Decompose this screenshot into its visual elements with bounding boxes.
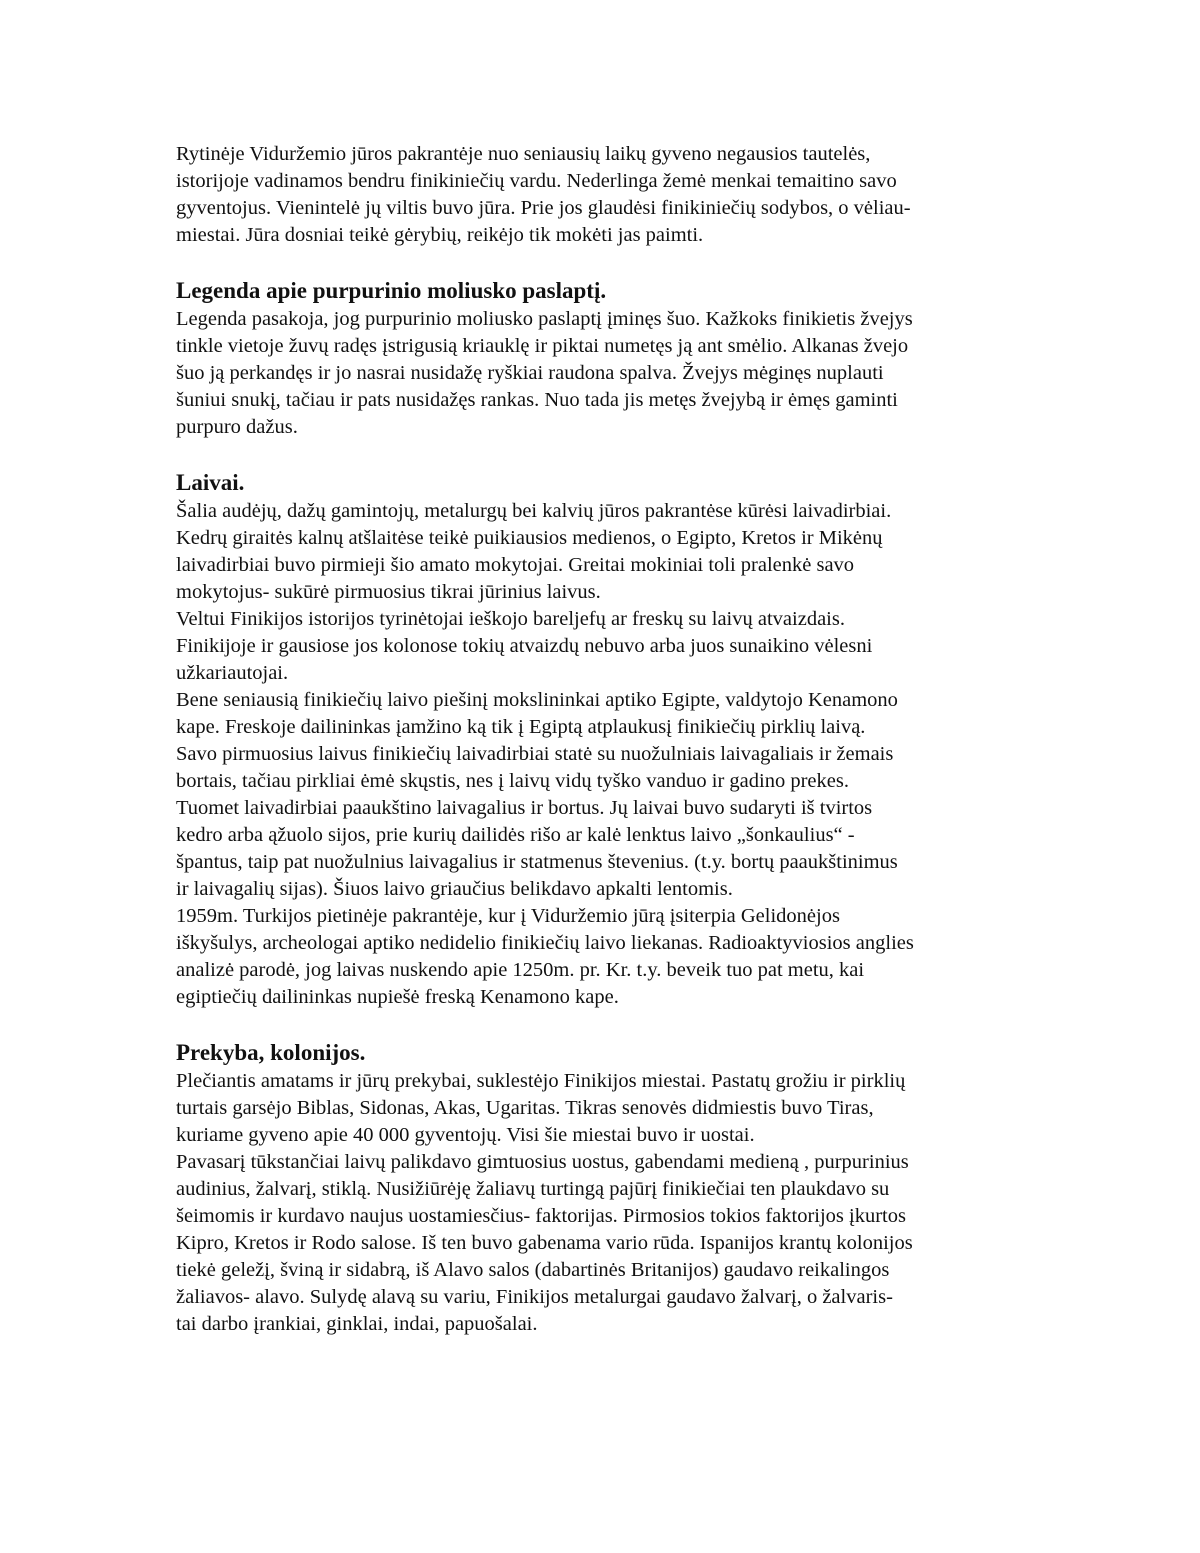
text-line: mokytojus- sukūrė pirmuosius tikrai jūrinius laivus.	[176, 581, 601, 603]
text-line: egiptiečių dailininkas nupiešė freską Kenamono kape.	[176, 986, 619, 1008]
paragraph-gap	[176, 249, 1036, 276]
text-line: ir laivagalių sijas). Šiuos laivo griaučius belikdavo apkalti lentomis.	[176, 878, 733, 900]
text-line: tiekė geležį, šviną ir sidabrą, iš Alavo salos (dabartinės Britanijos) gaudavo reikalingos	[176, 1259, 890, 1281]
text-line: miestai. Jūra dosniai teikė gėrybių, reikėjo tik mokėti jas paimti.	[176, 224, 704, 246]
intro-paragraph	[176, 141, 1036, 249]
section-heading-trade: Prekyba, kolonijos.	[176, 1040, 366, 1065]
text-line: Legenda pasakoja, jog purpurinio moliusko paslaptį įminęs šuo. Kažkoks finikietis žvejys	[176, 308, 913, 330]
text-line: Bene seniausią finikiečių laivo piešinį mokslininkai aptiko Egipte, valdytojo Kenamono	[176, 689, 898, 711]
section-heading-legend: Legenda apie purpurinio moliusko paslaptį.	[176, 278, 607, 303]
text-line: Šalia audėjų, dažų gamintojų, metalurgų bei kalvių jūros pakrantėse kūrėsi laivadirbiai.	[176, 500, 892, 522]
text-line: istorijoje vadinamos bendru finikiniečių vardu. Nederlinga žemė menkai temaitino savo	[176, 170, 897, 192]
ships-paragraph	[176, 498, 1036, 1011]
text-line: tinkle vietoje žuvų radęs įstrigusią kriauklę ir piktai numetęs ją ant smėlio. Alkanas žvejo	[176, 335, 909, 357]
text-line: kape. Freskoje dailininkas įamžino ką tik į Egiptą atplaukusį finikiečių pirklių laivą.	[176, 716, 866, 738]
text-line: Kipro, Kretos ir Rodo salose. Iš ten buvo gabenama vario rūda. Ispanijos krantų kolonijos	[176, 1232, 913, 1254]
text-line: šeimomis ir kurdavo naujus uostamiesčius- faktorijas. Pirmosios tokios faktorijos įkurtos	[176, 1205, 906, 1227]
text-line: tai darbo įrankiai, ginklai, indai, papuošalai.	[176, 1313, 538, 1335]
text-line: šuniui snukį, tačiau ir pats nusidažęs rankas. Nuo tada jis metęs žvejybą ir ėmęs gaminti	[176, 389, 898, 411]
text-line: Veltui Finikijos istorijos tyrinėtojai ieškojo bareljefų ar freskų su laivų atvaizdais.	[176, 608, 845, 630]
text-line: Rytinėje Viduržemio jūros pakrantėje nuo seniausių laikų gyveno negausios tautelės,	[176, 143, 871, 165]
text-line: Finikijoje ir gausiose jos kolonose tokių atvaizdų nebuvo arba juos sunaikino vėlesni	[176, 635, 873, 657]
text-line: bortais, tačiau pirkliai ėmė skųstis, nes į laivų vidų tyško vanduo ir gadino prekes.	[176, 770, 849, 792]
section-heading-ships: Laivai.	[176, 470, 245, 495]
text-line: turtais garsėjo Biblas, Sidonas, Akas, Ugaritas. Tikras senovės didmiestis buvo Tiras,	[176, 1097, 874, 1119]
text-line: užkariautojai.	[176, 662, 289, 684]
text-line: šuo ją perkandęs ir jo nasrai nusidažę ryškiai raudona spalva. Žvejys mėginęs nuplauti	[176, 362, 884, 384]
text-line: Kedrų giraitės kalnų atšlaitėse teikė puikiausios medienos, o Egipto, Kretos ir Mikėnų	[176, 527, 883, 549]
text-line: analizė parodė, jog laivas nuskendo apie 1250m. pr. Kr. t.y. beveik tuo pat metu, kai	[176, 959, 865, 981]
text-line: Tuomet laivadirbiai paaukštino laivagalius ir bortus. Jų laivai buvo sudaryti iš tvirtos	[176, 797, 873, 819]
text-line: audinius, žalvarį, stiklą. Nusižiūrėję žaliavų turtingą pajūrį finikiečiai ten plaukdavo su	[176, 1178, 890, 1200]
text-line: Plečiantis amatams ir jūrų prekybai, suklestėjo Finikijos miestai. Pastatų grožiu ir pirklių	[176, 1070, 906, 1092]
legend-paragraph	[176, 306, 1036, 441]
text-line: 1959m. Turkijos pietinėje pakrantėje, kur į Viduržemio jūrą įsiterpia Gelidonėjos	[176, 905, 840, 927]
text-line: špantus, taip pat nuožulnius laivagalius ir statmenus števenius. (t.y. bortų paaukštinimus	[176, 851, 898, 873]
trade-paragraph	[176, 1068, 1036, 1338]
text-line: iškyšulys, archeologai aptiko nedidelio finikiečių laivo liekanas. Radioaktyviosios anglies	[176, 932, 914, 954]
text-line: gyventojus. Vienintelė jų viltis buvo jūra. Prie jos glaudėsi finikiniečių sodybos, o vėliau-	[176, 197, 911, 219]
text-line: Pavasarį tūkstančiai laivų palikdavo gimtuosius uostus, gabendami medieną , purpurinius	[176, 1151, 909, 1173]
paragraph-gap	[176, 441, 1036, 468]
paragraph-gap	[176, 1011, 1036, 1038]
text-line: kuriame gyveno apie 40 000 gyventojų. Visi šie miestai buvo ir uostai.	[176, 1124, 755, 1146]
text-line: kedro arba ąžuolo sijos, prie kurių dailidės rišo ar kalė lenktus laivo „šonkaulius“ -	[176, 824, 855, 846]
text-line: Savo pirmuosius laivus finikiečių laivadirbiai statė su nuožulniais laivagaliais ir žemais	[176, 743, 894, 765]
text-line: laivadirbiai buvo pirmieji šio amato mokytojai. Greitai mokiniai toli pralenkė savo	[176, 554, 855, 576]
text-line: žaliavos- alavo. Sulydę alavą su variu, Finikijos metalurgai gaudavo žalvarį, o žalvaris-	[176, 1286, 893, 1308]
document-page	[176, 141, 1036, 1338]
text-line: purpuro dažus.	[176, 416, 298, 438]
